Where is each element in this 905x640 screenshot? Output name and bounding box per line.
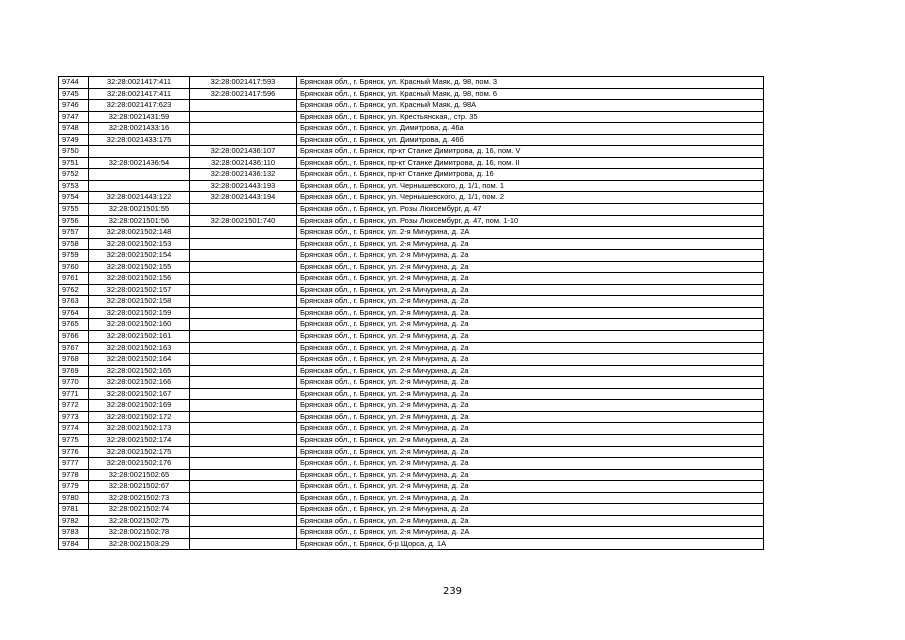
address-cell: Брянская обл., г. Брянск, ул. Розы Люксембург, д. 47, пом. 1-10 xyxy=(297,215,764,227)
cadastral-number-cell: 32:28:0021502:172 xyxy=(89,411,190,423)
address-cell: Брянская обл., г. Брянск, ул. 2-я Мичурина, д. 2а xyxy=(297,238,764,250)
address-cell: Брянская обл., г. Брянск, ул. 2-я Мичурина, д. 2а xyxy=(297,504,764,516)
sub-cadastral-number-cell xyxy=(190,458,297,470)
sub-cadastral-number-cell xyxy=(190,400,297,412)
address-cell: Брянская обл., г. Брянск, ул. 2-я Мичурина, д. 2а xyxy=(297,273,764,285)
table-row xyxy=(59,504,764,516)
table-row xyxy=(59,157,764,169)
cadastral-number-cell: 32:28:0021502:165 xyxy=(89,365,190,377)
sub-cadastral-number-cell xyxy=(190,377,297,389)
cadastral-number-cell: 32:28:0021501:56 xyxy=(89,215,190,227)
address-cell: Брянская обл., г. Брянск, ул. 2-я Мичурина, д. 2а xyxy=(297,469,764,481)
sub-cadastral-number-cell xyxy=(190,238,297,250)
cadastral-number-cell xyxy=(89,180,190,192)
row-number-cell: 9780 xyxy=(59,492,89,504)
row-number-cell: 9782 xyxy=(59,515,89,527)
cadastral-number-cell: 32:28:0021502:176 xyxy=(89,458,190,470)
table-row xyxy=(59,180,764,192)
row-number-cell: 9755 xyxy=(59,204,89,216)
cadastral-number-cell: 32:28:0021502:169 xyxy=(89,400,190,412)
table-row xyxy=(59,400,764,412)
row-number-cell: 9784 xyxy=(59,538,89,550)
row-number-cell: 9777 xyxy=(59,458,89,470)
sub-cadastral-number-cell xyxy=(190,111,297,123)
sub-cadastral-number-cell: 32:28:0021436:107 xyxy=(190,146,297,158)
table-row xyxy=(59,527,764,539)
table-row xyxy=(59,342,764,354)
table-row xyxy=(59,215,764,227)
row-number-cell: 9770 xyxy=(59,377,89,389)
row-number-cell: 9748 xyxy=(59,123,89,135)
sub-cadastral-number-cell xyxy=(190,469,297,481)
table-row xyxy=(59,365,764,377)
cadastral-number-cell: 32:28:0021417:623 xyxy=(89,100,190,112)
table-row xyxy=(59,250,764,262)
table-row xyxy=(59,469,764,481)
cadastral-number-cell: 32:28:0021502:154 xyxy=(89,250,190,262)
address-cell: Брянская обл., г. Брянск, ул. Чернышевского, д. 1/1, пом. 1 xyxy=(297,180,764,192)
sub-cadastral-number-cell: 32:28:0021436:110 xyxy=(190,157,297,169)
table-row xyxy=(59,411,764,423)
table-row xyxy=(59,273,764,285)
row-number-cell: 9763 xyxy=(59,296,89,308)
table-row xyxy=(59,227,764,239)
sub-cadastral-number-cell xyxy=(190,307,297,319)
address-cell: Брянская обл., г. Брянск, ул. Розы Люксембург, д. 47 xyxy=(297,204,764,216)
sub-cadastral-number-cell xyxy=(190,134,297,146)
address-cell: Брянская обл., г. Брянск, ул. 2-я Мичурина, д. 2А xyxy=(297,527,764,539)
row-number-cell: 9745 xyxy=(59,88,89,100)
row-number-cell: 9776 xyxy=(59,446,89,458)
sub-cadastral-number-cell: 32:28:0021417:596 xyxy=(190,88,297,100)
row-number-cell: 9762 xyxy=(59,284,89,296)
address-cell: Брянская обл., г. Брянск, ул. Чернышевского, д. 1/1, пом. 2 xyxy=(297,192,764,204)
table-row xyxy=(59,388,764,400)
cadastral-number-cell: 32:28:0021502:160 xyxy=(89,319,190,331)
table-row xyxy=(59,307,764,319)
cadastral-number-cell: 32:28:0021502:78 xyxy=(89,527,190,539)
row-number-cell: 9769 xyxy=(59,365,89,377)
cadastral-number-cell: 32:28:0021502:163 xyxy=(89,342,190,354)
sub-cadastral-number-cell xyxy=(190,227,297,239)
sub-cadastral-number-cell xyxy=(190,515,297,527)
cadastral-number-cell: 32:28:0021443:122 xyxy=(89,192,190,204)
table-row xyxy=(59,423,764,435)
address-cell: Брянская обл., г. Брянск, ул. Красный Маяк, д. 98А xyxy=(297,100,764,112)
sub-cadastral-number-cell: 32:28:0021417:593 xyxy=(190,77,297,89)
row-number-cell: 9778 xyxy=(59,469,89,481)
row-number-cell: 9758 xyxy=(59,238,89,250)
cadastral-number-cell: 32:28:0021502:175 xyxy=(89,446,190,458)
row-number-cell: 9775 xyxy=(59,434,89,446)
sub-cadastral-number-cell xyxy=(190,527,297,539)
cadastral-number-cell: 32:28:0021433:16 xyxy=(89,123,190,135)
cadastral-number-cell xyxy=(89,146,190,158)
sub-cadastral-number-cell xyxy=(190,319,297,331)
sub-cadastral-number-cell xyxy=(190,342,297,354)
address-cell: Брянская обл., г. Брянск, ул. 2-я Мичурина, д. 2а xyxy=(297,250,764,262)
address-cell: Брянская обл., г. Брянск, ул. 2-я Мичурина, д. 2а xyxy=(297,434,764,446)
address-cell: Брянская обл., г. Брянск, ул. 2-я Мичурина, д. 2а xyxy=(297,400,764,412)
page-number: 239 xyxy=(442,586,463,597)
row-number-cell: 9781 xyxy=(59,504,89,516)
sub-cadastral-number-cell xyxy=(190,492,297,504)
table-row xyxy=(59,331,764,343)
address-cell: Брянская обл., г. Брянск, ул. Красный Маяк, д. 98, пом. 6 xyxy=(297,88,764,100)
row-number-cell: 9756 xyxy=(59,215,89,227)
address-cell: Брянская обл., г. Брянск, ул. 2-я Мичурина, д. 2а xyxy=(297,319,764,331)
table-row xyxy=(59,319,764,331)
sub-cadastral-number-cell xyxy=(190,434,297,446)
address-cell: Брянская обл., г. Брянск, ул. 2-я Мичурина, д. 2а xyxy=(297,307,764,319)
cadastral-number-cell: 32:28:0021503:29 xyxy=(89,538,190,550)
cadastral-number-cell: 32:28:0021502:174 xyxy=(89,434,190,446)
sub-cadastral-number-cell xyxy=(190,100,297,112)
row-number-cell: 9773 xyxy=(59,411,89,423)
sub-cadastral-number-cell xyxy=(190,481,297,493)
cadastral-number-cell: 32:28:0021502:166 xyxy=(89,377,190,389)
sub-cadastral-number-cell xyxy=(190,331,297,343)
table-row xyxy=(59,354,764,366)
address-cell: Брянская обл., г. Брянск, пр-кт Станке Димитрова, д. 16, пом. II xyxy=(297,157,764,169)
table-row xyxy=(59,238,764,250)
table-row xyxy=(59,434,764,446)
cadastral-number-cell: 32:28:0021501:55 xyxy=(89,204,190,216)
sub-cadastral-number-cell xyxy=(190,284,297,296)
table-row xyxy=(59,146,764,158)
row-number-cell: 9771 xyxy=(59,388,89,400)
sub-cadastral-number-cell xyxy=(190,388,297,400)
sub-cadastral-number-cell xyxy=(190,538,297,550)
address-cell: Брянская обл., г. Брянск, ул. 2-я Мичурина, д. 2а xyxy=(297,377,764,389)
cadastral-number-cell: 32:28:0021502:159 xyxy=(89,307,190,319)
address-cell: Брянская обл., г. Брянск, ул. 2-я Мичурина, д. 2а xyxy=(297,423,764,435)
row-number-cell: 9772 xyxy=(59,400,89,412)
address-cell: Брянская обл., г. Брянск, ул. Димитрова, д. 46б xyxy=(297,134,764,146)
row-number-cell: 9783 xyxy=(59,527,89,539)
address-cell: Брянская обл., г. Брянск, ул. 2-я Мичурина, д. 2а xyxy=(297,411,764,423)
sub-cadastral-number-cell xyxy=(190,365,297,377)
table-row xyxy=(59,492,764,504)
row-number-cell: 9766 xyxy=(59,331,89,343)
row-number-cell: 9765 xyxy=(59,319,89,331)
table-row xyxy=(59,458,764,470)
cadastral-number-cell: 32:28:0021502:161 xyxy=(89,331,190,343)
sub-cadastral-number-cell: 32:28:0021436:132 xyxy=(190,169,297,181)
cadastral-number-cell: 32:28:0021502:148 xyxy=(89,227,190,239)
cadastral-number-cell: 32:28:0021502:67 xyxy=(89,481,190,493)
row-number-cell: 9757 xyxy=(59,227,89,239)
sub-cadastral-number-cell xyxy=(190,250,297,262)
row-number-cell: 9746 xyxy=(59,100,89,112)
sub-cadastral-number-cell: 32:28:0021443:194 xyxy=(190,192,297,204)
address-cell: Брянская обл., г. Брянск, ул. 2-я Мичурина, д. 2а xyxy=(297,365,764,377)
table-row xyxy=(59,284,764,296)
row-number-cell: 9752 xyxy=(59,169,89,181)
cadastral-number-cell xyxy=(89,169,190,181)
address-cell: Брянская обл., г. Брянск, ул. 2-я Мичурина, д. 2а xyxy=(297,446,764,458)
table-row xyxy=(59,204,764,216)
address-cell: Брянская обл., г. Брянск, ул. 2-я Мичурина, д. 2а xyxy=(297,388,764,400)
sub-cadastral-number-cell xyxy=(190,446,297,458)
sub-cadastral-number-cell xyxy=(190,504,297,516)
table-row xyxy=(59,134,764,146)
sub-cadastral-number-cell: 32:28:0021443:193 xyxy=(190,180,297,192)
row-number-cell: 9768 xyxy=(59,354,89,366)
table-row xyxy=(59,538,764,550)
address-cell: Брянская обл., г. Брянск, ул. 2-я Мичурина, д. 2а xyxy=(297,515,764,527)
row-number-cell: 9779 xyxy=(59,481,89,493)
table-row xyxy=(59,111,764,123)
cadastral-number-cell: 32:28:0021502:156 xyxy=(89,273,190,285)
table-row xyxy=(59,192,764,204)
address-cell: Брянская обл., г. Брянск, б-р Щорса, д. 1А xyxy=(297,538,764,550)
sub-cadastral-number-cell xyxy=(190,423,297,435)
table-row xyxy=(59,169,764,181)
table-row xyxy=(59,446,764,458)
table-row xyxy=(59,296,764,308)
sub-cadastral-number-cell xyxy=(190,123,297,135)
address-cell: Брянская обл., г. Брянск, ул. 2-я Мичурина, д. 2а xyxy=(297,492,764,504)
table-row xyxy=(59,123,764,135)
address-cell: Брянская обл., г. Брянск, ул. Красный Маяк, д. 98, пом. 3 xyxy=(297,77,764,89)
address-cell: Брянская обл., г. Брянск, ул. 2-я Мичурина, д. 2А xyxy=(297,227,764,239)
row-number-cell: 9760 xyxy=(59,261,89,273)
cadastral-number-cell: 32:28:0021502:153 xyxy=(89,238,190,250)
row-number-cell: 9764 xyxy=(59,307,89,319)
table-row xyxy=(59,77,764,89)
cadastral-number-cell: 32:28:0021436:54 xyxy=(89,157,190,169)
sub-cadastral-number-cell xyxy=(190,261,297,273)
cadastral-number-cell: 32:28:0021502:157 xyxy=(89,284,190,296)
row-number-cell: 9761 xyxy=(59,273,89,285)
address-cell: Брянская обл., г. Брянск, пр-кт Станке Димитрова, д. 16 xyxy=(297,169,764,181)
row-number-cell: 9750 xyxy=(59,146,89,158)
cadastral-number-cell: 32:28:0021433:175 xyxy=(89,134,190,146)
address-cell: Брянская обл., г. Брянск, ул. Крестьянская,, стр. 35 xyxy=(297,111,764,123)
address-cell: Брянская обл., г. Брянск, ул. 2-я Мичурина, д. 2а xyxy=(297,296,764,308)
table-row xyxy=(59,377,764,389)
sub-cadastral-number-cell xyxy=(190,204,297,216)
sub-cadastral-number-cell xyxy=(190,354,297,366)
row-number-cell: 9749 xyxy=(59,134,89,146)
sub-cadastral-number-cell xyxy=(190,273,297,285)
address-cell: Брянская обл., г. Брянск, ул. 2-я Мичурина, д. 2а xyxy=(297,331,764,343)
address-cell: Брянская обл., г. Брянск, ул. 2-я Мичурина, д. 2а xyxy=(297,284,764,296)
cadastral-number-cell: 32:28:0021502:173 xyxy=(89,423,190,435)
table-row xyxy=(59,88,764,100)
address-cell: Брянская обл., г. Брянск, ул. Димитрова, д. 46а xyxy=(297,123,764,135)
cadastral-number-cell: 32:28:0021502:65 xyxy=(89,469,190,481)
address-cell: Брянская обл., г. Брянск, ул. 2-я Мичурина, д. 2а xyxy=(297,481,764,493)
cadastral-number-cell: 32:28:0021502:158 xyxy=(89,296,190,308)
cadastral-number-cell: 32:28:0021417:411 xyxy=(89,77,190,89)
sub-cadastral-number-cell xyxy=(190,296,297,308)
row-number-cell: 9747 xyxy=(59,111,89,123)
row-number-cell: 9754 xyxy=(59,192,89,204)
table-row xyxy=(59,100,764,112)
address-cell: Брянская обл., г. Брянск, ул. 2-я Мичурина, д. 2а xyxy=(297,354,764,366)
table-row xyxy=(59,261,764,273)
row-number-cell: 9767 xyxy=(59,342,89,354)
row-number-cell: 9774 xyxy=(59,423,89,435)
table-row xyxy=(59,481,764,493)
cadastral-number-cell: 32:28:0021502:73 xyxy=(89,492,190,504)
cadastral-number-cell: 32:28:0021431:59 xyxy=(89,111,190,123)
cadastral-number-cell: 32:28:0021502:75 xyxy=(89,515,190,527)
row-number-cell: 9759 xyxy=(59,250,89,262)
table-body xyxy=(59,77,764,550)
cadastral-number-cell: 32:28:0021417:411 xyxy=(89,88,190,100)
cadastral-number-cell: 32:28:0021502:167 xyxy=(89,388,190,400)
row-number-cell: 9744 xyxy=(59,77,89,89)
property-table xyxy=(58,76,764,550)
cadastral-number-cell: 32:28:0021502:74 xyxy=(89,504,190,516)
table-row xyxy=(59,515,764,527)
address-cell: Брянская обл., г. Брянск, ул. 2-я Мичурина, д. 2а xyxy=(297,342,764,354)
sub-cadastral-number-cell: 32:28:0021501:740 xyxy=(190,215,297,227)
row-number-cell: 9751 xyxy=(59,157,89,169)
cadastral-number-cell: 32:28:0021502:164 xyxy=(89,354,190,366)
sub-cadastral-number-cell xyxy=(190,411,297,423)
address-cell: Брянская обл., г. Брянск, ул. 2-я Мичурина, д. 2а xyxy=(297,261,764,273)
cadastral-number-cell: 32:28:0021502:155 xyxy=(89,261,190,273)
address-cell: Брянская обл., г. Брянск, пр-кт Станке Димитрова, д. 16, пом. V xyxy=(297,146,764,158)
row-number-cell: 9753 xyxy=(59,180,89,192)
address-cell: Брянская обл., г. Брянск, ул. 2-я Мичурина, д. 2а xyxy=(297,458,764,470)
